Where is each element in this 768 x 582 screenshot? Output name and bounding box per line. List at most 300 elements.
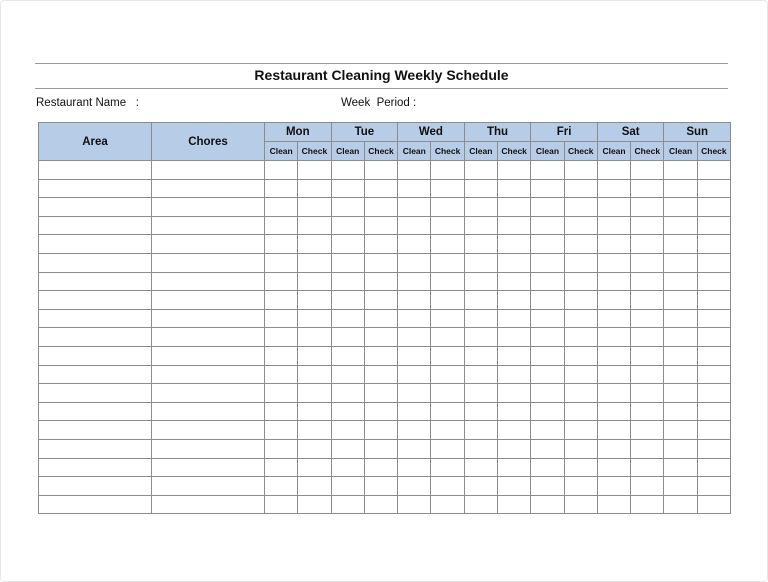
sat-check-cell[interactable]: [631, 477, 664, 496]
tue-check-cell[interactable]: [364, 328, 397, 347]
thu-check-cell[interactable]: [498, 458, 531, 477]
fri-clean-cell[interactable]: [531, 235, 564, 254]
thu-check-cell[interactable]: [498, 198, 531, 217]
tue-clean-cell[interactable]: [331, 291, 364, 310]
sun-clean-cell[interactable]: [664, 346, 697, 365]
tue-check-cell[interactable]: [364, 402, 397, 421]
wed-clean-cell[interactable]: [398, 439, 431, 458]
thu-clean-cell[interactable]: [464, 365, 497, 384]
sun-clean-cell[interactable]: [664, 328, 697, 347]
tue-check-cell[interactable]: [364, 253, 397, 272]
chores-cell[interactable]: [152, 439, 265, 458]
tue-check-cell[interactable]: [364, 365, 397, 384]
mon-clean-cell[interactable]: [265, 235, 298, 254]
tue-clean-cell[interactable]: [331, 216, 364, 235]
wed-clean-cell[interactable]: [398, 253, 431, 272]
area-cell[interactable]: [39, 402, 152, 421]
thu-clean-cell[interactable]: [464, 421, 497, 440]
mon-check-cell[interactable]: [298, 291, 331, 310]
tue-clean-cell[interactable]: [331, 458, 364, 477]
chores-cell[interactable]: [152, 365, 265, 384]
tue-check-cell[interactable]: [364, 458, 397, 477]
sun-clean-cell[interactable]: [664, 253, 697, 272]
wed-clean-cell[interactable]: [398, 235, 431, 254]
sun-clean-cell[interactable]: [664, 198, 697, 217]
fri-clean-cell[interactable]: [531, 402, 564, 421]
fri-clean-cell[interactable]: [531, 346, 564, 365]
wed-clean-cell[interactable]: [398, 216, 431, 235]
sat-check-cell[interactable]: [631, 458, 664, 477]
tue-clean-cell[interactable]: [331, 198, 364, 217]
thu-clean-cell[interactable]: [464, 161, 497, 180]
sun-check-cell[interactable]: [697, 495, 730, 514]
fri-check-cell[interactable]: [564, 495, 597, 514]
wed-clean-cell[interactable]: [398, 365, 431, 384]
sun-clean-cell[interactable]: [664, 458, 697, 477]
wed-check-cell[interactable]: [431, 179, 464, 198]
thu-clean-cell[interactable]: [464, 458, 497, 477]
mon-check-cell[interactable]: [298, 272, 331, 291]
thu-clean-cell[interactable]: [464, 346, 497, 365]
sat-clean-cell[interactable]: [597, 402, 630, 421]
mon-check-cell[interactable]: [298, 384, 331, 403]
sat-check-cell[interactable]: [631, 384, 664, 403]
tue-check-cell[interactable]: [364, 439, 397, 458]
wed-check-cell[interactable]: [431, 272, 464, 291]
mon-check-cell[interactable]: [298, 495, 331, 514]
fri-check-cell[interactable]: [564, 346, 597, 365]
wed-clean-cell[interactable]: [398, 384, 431, 403]
fri-check-cell[interactable]: [564, 384, 597, 403]
mon-check-cell[interactable]: [298, 421, 331, 440]
thu-check-cell[interactable]: [498, 309, 531, 328]
chores-cell[interactable]: [152, 291, 265, 310]
chores-cell[interactable]: [152, 495, 265, 514]
thu-check-cell[interactable]: [498, 253, 531, 272]
tue-clean-cell[interactable]: [331, 328, 364, 347]
fri-check-cell[interactable]: [564, 421, 597, 440]
wed-check-cell[interactable]: [431, 198, 464, 217]
wed-clean-cell[interactable]: [398, 309, 431, 328]
tue-clean-cell[interactable]: [331, 495, 364, 514]
wed-clean-cell[interactable]: [398, 346, 431, 365]
thu-check-cell[interactable]: [498, 365, 531, 384]
sun-check-cell[interactable]: [697, 198, 730, 217]
sat-clean-cell[interactable]: [597, 495, 630, 514]
wed-clean-cell[interactable]: [398, 421, 431, 440]
chores-cell[interactable]: [152, 328, 265, 347]
area-cell[interactable]: [39, 346, 152, 365]
area-cell[interactable]: [39, 235, 152, 254]
thu-check-cell[interactable]: [498, 439, 531, 458]
thu-clean-cell[interactable]: [464, 384, 497, 403]
sun-clean-cell[interactable]: [664, 421, 697, 440]
sun-clean-cell[interactable]: [664, 384, 697, 403]
fri-check-cell[interactable]: [564, 458, 597, 477]
thu-check-cell[interactable]: [498, 346, 531, 365]
tue-clean-cell[interactable]: [331, 272, 364, 291]
sun-check-cell[interactable]: [697, 384, 730, 403]
sat-check-cell[interactable]: [631, 495, 664, 514]
fri-clean-cell[interactable]: [531, 216, 564, 235]
thu-check-cell[interactable]: [498, 495, 531, 514]
thu-clean-cell[interactable]: [464, 198, 497, 217]
tue-clean-cell[interactable]: [331, 235, 364, 254]
chores-cell[interactable]: [152, 179, 265, 198]
fri-check-cell[interactable]: [564, 161, 597, 180]
mon-check-cell[interactable]: [298, 253, 331, 272]
sat-check-cell[interactable]: [631, 346, 664, 365]
wed-clean-cell[interactable]: [398, 291, 431, 310]
mon-clean-cell[interactable]: [265, 309, 298, 328]
tue-clean-cell[interactable]: [331, 477, 364, 496]
mon-clean-cell[interactable]: [265, 161, 298, 180]
chores-cell[interactable]: [152, 384, 265, 403]
fri-clean-cell[interactable]: [531, 179, 564, 198]
chores-cell[interactable]: [152, 253, 265, 272]
tue-check-cell[interactable]: [364, 235, 397, 254]
wed-clean-cell[interactable]: [398, 198, 431, 217]
thu-check-cell[interactable]: [498, 328, 531, 347]
sat-clean-cell[interactable]: [597, 161, 630, 180]
mon-check-cell[interactable]: [298, 216, 331, 235]
sat-clean-cell[interactable]: [597, 309, 630, 328]
mon-clean-cell[interactable]: [265, 216, 298, 235]
area-cell[interactable]: [39, 161, 152, 180]
sat-clean-cell[interactable]: [597, 328, 630, 347]
tue-check-cell[interactable]: [364, 346, 397, 365]
sat-clean-cell[interactable]: [597, 179, 630, 198]
mon-clean-cell[interactable]: [265, 402, 298, 421]
wed-clean-cell[interactable]: [398, 161, 431, 180]
mon-check-cell[interactable]: [298, 309, 331, 328]
thu-check-cell[interactable]: [498, 402, 531, 421]
mon-clean-cell[interactable]: [265, 477, 298, 496]
wed-check-cell[interactable]: [431, 421, 464, 440]
sun-check-cell[interactable]: [697, 458, 730, 477]
area-cell[interactable]: [39, 291, 152, 310]
thu-check-cell[interactable]: [498, 179, 531, 198]
fri-clean-cell[interactable]: [531, 272, 564, 291]
sat-check-cell[interactable]: [631, 402, 664, 421]
sun-check-cell[interactable]: [697, 346, 730, 365]
sat-clean-cell[interactable]: [597, 439, 630, 458]
sun-check-cell[interactable]: [697, 421, 730, 440]
tue-check-cell[interactable]: [364, 216, 397, 235]
sun-check-cell[interactable]: [697, 253, 730, 272]
thu-check-cell[interactable]: [498, 161, 531, 180]
mon-clean-cell[interactable]: [265, 198, 298, 217]
mon-clean-cell[interactable]: [265, 495, 298, 514]
sat-clean-cell[interactable]: [597, 291, 630, 310]
sat-check-cell[interactable]: [631, 272, 664, 291]
sat-check-cell[interactable]: [631, 216, 664, 235]
sat-clean-cell[interactable]: [597, 365, 630, 384]
fri-clean-cell[interactable]: [531, 477, 564, 496]
mon-check-cell[interactable]: [298, 179, 331, 198]
tue-clean-cell[interactable]: [331, 346, 364, 365]
mon-clean-cell[interactable]: [265, 458, 298, 477]
fri-clean-cell[interactable]: [531, 421, 564, 440]
area-cell[interactable]: [39, 421, 152, 440]
thu-clean-cell[interactable]: [464, 495, 497, 514]
sat-clean-cell[interactable]: [597, 458, 630, 477]
sat-check-cell[interactable]: [631, 198, 664, 217]
fri-check-cell[interactable]: [564, 291, 597, 310]
sun-check-cell[interactable]: [697, 216, 730, 235]
sat-clean-cell[interactable]: [597, 253, 630, 272]
chores-cell[interactable]: [152, 346, 265, 365]
thu-check-cell[interactable]: [498, 272, 531, 291]
chores-cell[interactable]: [152, 161, 265, 180]
sat-clean-cell[interactable]: [597, 235, 630, 254]
area-cell[interactable]: [39, 365, 152, 384]
area-cell[interactable]: [39, 384, 152, 403]
sat-clean-cell[interactable]: [597, 198, 630, 217]
fri-check-cell[interactable]: [564, 365, 597, 384]
area-cell[interactable]: [39, 309, 152, 328]
sun-check-cell[interactable]: [697, 328, 730, 347]
area-cell[interactable]: [39, 495, 152, 514]
mon-clean-cell[interactable]: [265, 346, 298, 365]
wed-clean-cell[interactable]: [398, 477, 431, 496]
area-cell[interactable]: [39, 198, 152, 217]
thu-clean-cell[interactable]: [464, 477, 497, 496]
wed-check-cell[interactable]: [431, 439, 464, 458]
sun-check-cell[interactable]: [697, 365, 730, 384]
chores-cell[interactable]: [152, 309, 265, 328]
fri-clean-cell[interactable]: [531, 495, 564, 514]
tue-clean-cell[interactable]: [331, 179, 364, 198]
wed-check-cell[interactable]: [431, 477, 464, 496]
chores-cell[interactable]: [152, 458, 265, 477]
mon-clean-cell[interactable]: [265, 291, 298, 310]
sat-check-cell[interactable]: [631, 253, 664, 272]
sat-check-cell[interactable]: [631, 161, 664, 180]
mon-clean-cell[interactable]: [265, 439, 298, 458]
area-cell[interactable]: [39, 179, 152, 198]
thu-check-cell[interactable]: [498, 216, 531, 235]
tue-clean-cell[interactable]: [331, 439, 364, 458]
sat-check-cell[interactable]: [631, 291, 664, 310]
fri-clean-cell[interactable]: [531, 161, 564, 180]
thu-clean-cell[interactable]: [464, 253, 497, 272]
mon-check-cell[interactable]: [298, 365, 331, 384]
tue-clean-cell[interactable]: [331, 253, 364, 272]
fri-clean-cell[interactable]: [531, 309, 564, 328]
fri-check-cell[interactable]: [564, 477, 597, 496]
tue-check-cell[interactable]: [364, 291, 397, 310]
mon-clean-cell[interactable]: [265, 328, 298, 347]
sun-clean-cell[interactable]: [664, 291, 697, 310]
thu-clean-cell[interactable]: [464, 328, 497, 347]
sun-clean-cell[interactable]: [664, 309, 697, 328]
wed-check-cell[interactable]: [431, 458, 464, 477]
sun-check-cell[interactable]: [697, 161, 730, 180]
thu-check-cell[interactable]: [498, 235, 531, 254]
tue-clean-cell[interactable]: [331, 161, 364, 180]
sun-check-cell[interactable]: [697, 179, 730, 198]
fri-check-cell[interactable]: [564, 179, 597, 198]
mon-check-cell[interactable]: [298, 235, 331, 254]
fri-clean-cell[interactable]: [531, 198, 564, 217]
chores-cell[interactable]: [152, 402, 265, 421]
sat-check-cell[interactable]: [631, 179, 664, 198]
mon-check-cell[interactable]: [298, 328, 331, 347]
sat-clean-cell[interactable]: [597, 421, 630, 440]
sat-clean-cell[interactable]: [597, 272, 630, 291]
fri-check-cell[interactable]: [564, 253, 597, 272]
tue-check-cell[interactable]: [364, 477, 397, 496]
tue-check-cell[interactable]: [364, 272, 397, 291]
area-cell[interactable]: [39, 458, 152, 477]
tue-check-cell[interactable]: [364, 161, 397, 180]
sun-clean-cell[interactable]: [664, 216, 697, 235]
wed-check-cell[interactable]: [431, 495, 464, 514]
sun-clean-cell[interactable]: [664, 235, 697, 254]
wed-check-cell[interactable]: [431, 235, 464, 254]
chores-cell[interactable]: [152, 216, 265, 235]
thu-clean-cell[interactable]: [464, 272, 497, 291]
mon-clean-cell[interactable]: [265, 384, 298, 403]
mon-check-cell[interactable]: [298, 477, 331, 496]
sun-check-cell[interactable]: [697, 235, 730, 254]
sun-clean-cell[interactable]: [664, 272, 697, 291]
mon-clean-cell[interactable]: [265, 272, 298, 291]
fri-check-cell[interactable]: [564, 216, 597, 235]
sat-check-cell[interactable]: [631, 439, 664, 458]
thu-clean-cell[interactable]: [464, 309, 497, 328]
mon-check-cell[interactable]: [298, 439, 331, 458]
wed-clean-cell[interactable]: [398, 458, 431, 477]
sun-clean-cell[interactable]: [664, 439, 697, 458]
tue-check-cell[interactable]: [364, 421, 397, 440]
fri-check-cell[interactable]: [564, 235, 597, 254]
sun-clean-cell[interactable]: [664, 365, 697, 384]
tue-check-cell[interactable]: [364, 198, 397, 217]
thu-clean-cell[interactable]: [464, 291, 497, 310]
tue-clean-cell[interactable]: [331, 384, 364, 403]
mon-check-cell[interactable]: [298, 198, 331, 217]
sat-clean-cell[interactable]: [597, 384, 630, 403]
sat-clean-cell[interactable]: [597, 216, 630, 235]
tue-clean-cell[interactable]: [331, 309, 364, 328]
thu-clean-cell[interactable]: [464, 235, 497, 254]
wed-check-cell[interactable]: [431, 253, 464, 272]
sat-check-cell[interactable]: [631, 328, 664, 347]
area-cell[interactable]: [39, 272, 152, 291]
mon-check-cell[interactable]: [298, 402, 331, 421]
wed-clean-cell[interactable]: [398, 179, 431, 198]
thu-clean-cell[interactable]: [464, 402, 497, 421]
wed-clean-cell[interactable]: [398, 402, 431, 421]
fri-check-cell[interactable]: [564, 272, 597, 291]
wed-check-cell[interactable]: [431, 309, 464, 328]
tue-check-cell[interactable]: [364, 179, 397, 198]
wed-check-cell[interactable]: [431, 365, 464, 384]
sat-check-cell[interactable]: [631, 365, 664, 384]
tue-clean-cell[interactable]: [331, 421, 364, 440]
wed-clean-cell[interactable]: [398, 495, 431, 514]
thu-check-cell[interactable]: [498, 384, 531, 403]
fri-clean-cell[interactable]: [531, 253, 564, 272]
sun-check-cell[interactable]: [697, 272, 730, 291]
mon-check-cell[interactable]: [298, 458, 331, 477]
thu-check-cell[interactable]: [498, 477, 531, 496]
thu-clean-cell[interactable]: [464, 216, 497, 235]
fri-check-cell[interactable]: [564, 309, 597, 328]
chores-cell[interactable]: [152, 421, 265, 440]
sun-clean-cell[interactable]: [664, 179, 697, 198]
fri-clean-cell[interactable]: [531, 439, 564, 458]
sat-clean-cell[interactable]: [597, 346, 630, 365]
wed-clean-cell[interactable]: [398, 328, 431, 347]
mon-clean-cell[interactable]: [265, 365, 298, 384]
sat-clean-cell[interactable]: [597, 477, 630, 496]
thu-check-cell[interactable]: [498, 421, 531, 440]
mon-clean-cell[interactable]: [265, 421, 298, 440]
fri-clean-cell[interactable]: [531, 365, 564, 384]
fri-clean-cell[interactable]: [531, 328, 564, 347]
fri-clean-cell[interactable]: [531, 291, 564, 310]
chores-cell[interactable]: [152, 235, 265, 254]
wed-check-cell[interactable]: [431, 346, 464, 365]
sun-check-cell[interactable]: [697, 439, 730, 458]
sat-check-cell[interactable]: [631, 421, 664, 440]
wed-check-cell[interactable]: [431, 291, 464, 310]
sat-check-cell[interactable]: [631, 235, 664, 254]
sun-clean-cell[interactable]: [664, 477, 697, 496]
chores-cell[interactable]: [152, 198, 265, 217]
tue-check-cell[interactable]: [364, 309, 397, 328]
fri-clean-cell[interactable]: [531, 384, 564, 403]
tue-check-cell[interactable]: [364, 384, 397, 403]
sun-check-cell[interactable]: [697, 477, 730, 496]
wed-check-cell[interactable]: [431, 402, 464, 421]
tue-clean-cell[interactable]: [331, 365, 364, 384]
area-cell[interactable]: [39, 216, 152, 235]
sun-check-cell[interactable]: [697, 402, 730, 421]
sat-check-cell[interactable]: [631, 309, 664, 328]
sun-clean-cell[interactable]: [664, 402, 697, 421]
mon-check-cell[interactable]: [298, 161, 331, 180]
area-cell[interactable]: [39, 439, 152, 458]
mon-clean-cell[interactable]: [265, 179, 298, 198]
wed-check-cell[interactable]: [431, 216, 464, 235]
tue-clean-cell[interactable]: [331, 402, 364, 421]
area-cell[interactable]: [39, 477, 152, 496]
fri-clean-cell[interactable]: [531, 458, 564, 477]
thu-check-cell[interactable]: [498, 291, 531, 310]
chores-cell[interactable]: [152, 477, 265, 496]
mon-check-cell[interactable]: [298, 346, 331, 365]
area-cell[interactable]: [39, 253, 152, 272]
fri-check-cell[interactable]: [564, 328, 597, 347]
sun-check-cell[interactable]: [697, 291, 730, 310]
wed-clean-cell[interactable]: [398, 272, 431, 291]
wed-check-cell[interactable]: [431, 384, 464, 403]
fri-check-cell[interactable]: [564, 198, 597, 217]
mon-clean-cell[interactable]: [265, 253, 298, 272]
fri-check-cell[interactable]: [564, 439, 597, 458]
fri-check-cell[interactable]: [564, 402, 597, 421]
thu-clean-cell[interactable]: [464, 439, 497, 458]
wed-check-cell[interactable]: [431, 328, 464, 347]
area-cell[interactable]: [39, 328, 152, 347]
tue-check-cell[interactable]: [364, 495, 397, 514]
sun-check-cell[interactable]: [697, 309, 730, 328]
chores-cell[interactable]: [152, 272, 265, 291]
